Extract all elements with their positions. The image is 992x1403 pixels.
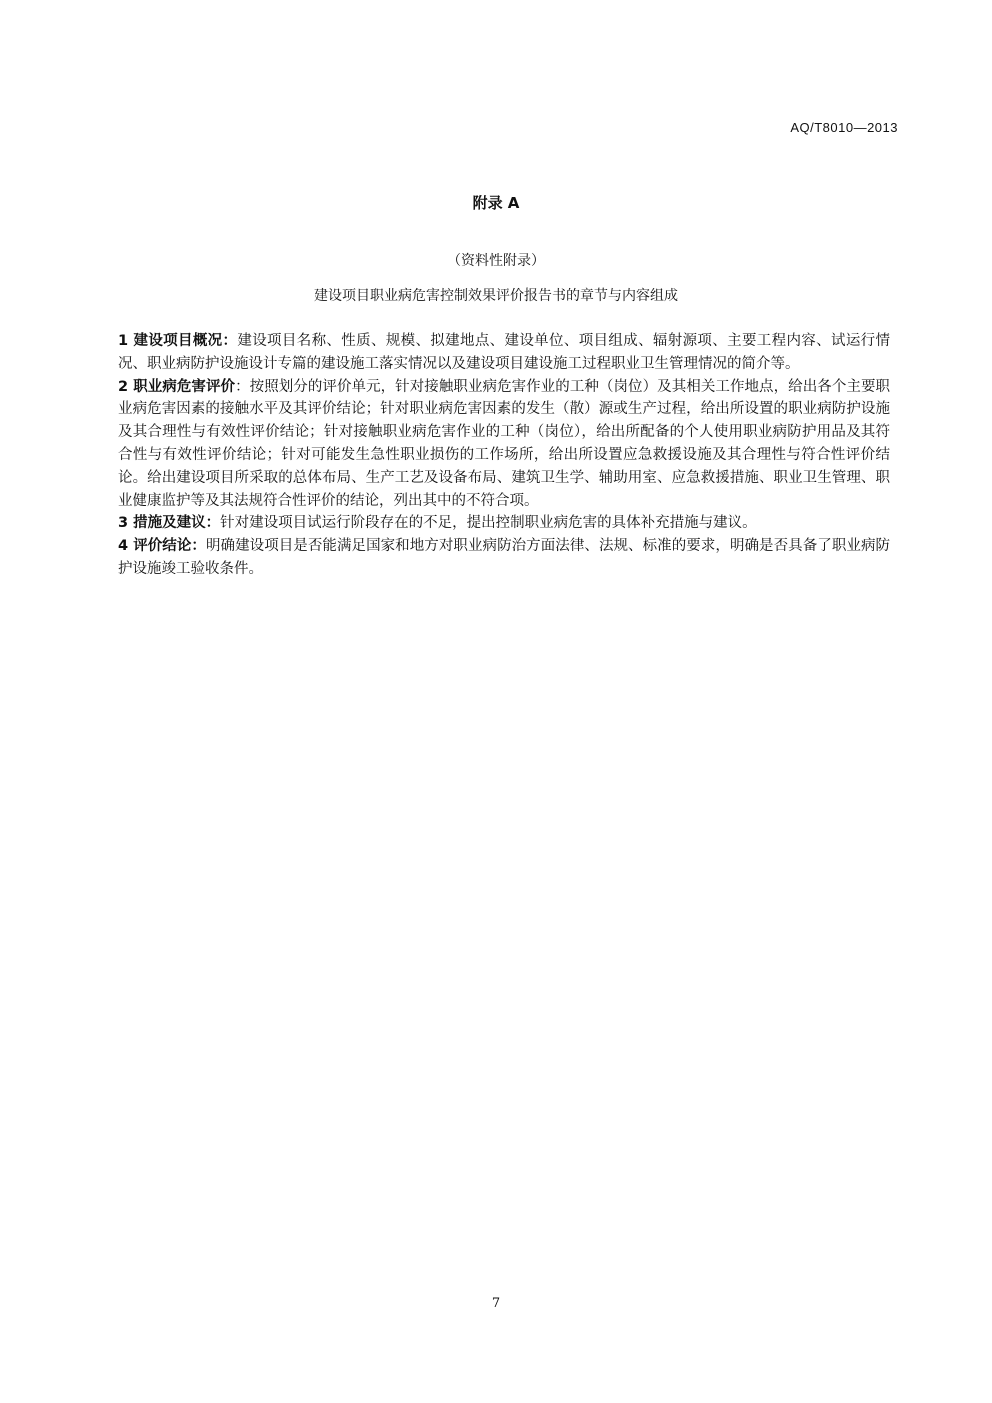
appendix-body bbox=[118, 330, 890, 581]
section-measures bbox=[118, 512, 890, 535]
appendix-heading: 建设项目职业病危害控制效果评价报告书的章节与内容组成 bbox=[314, 288, 678, 304]
section-conclusion bbox=[118, 535, 890, 581]
section-lead: 4 评价结论： bbox=[118, 538, 206, 555]
section-text: ：按照划分的评价单元，针对接触职业病危害作业的工种（岗位）及其相关工作地点，给出各个主要职业病危害因素的接触水平及其评价结论；针对职业病危害因素的发生（散）源或生产过程，给出所设置的职业病防护设施及其合理性与有效性评价结论；针对接触职业病危害作业的工种（岗位），给出所配备的个人使用职业病防护用品及其符合性与有效性评价结论；针对可能发生急性职业损伤的工作场所，给出所设置应急救援设施及其合理性与符合性评价结论。给出建设项目所采取的总体布局、生产工艺及设备布局、建筑卫生学、辅助用室、应急救援措施、职业卫生管理、职业健康监护等及其法规符合性评价的结论，列出其中的不符合项。 bbox=[118, 378, 890, 509]
section-text: 明确建设项目是否能满足国家和地方对职业病防治方面法律、法规、标准的要求，明确是否具备了职业病防护设施竣工验收条件。 bbox=[118, 538, 890, 577]
section-hazard-evaluation bbox=[118, 376, 890, 513]
section-lead: 3 措施及建议： bbox=[118, 515, 221, 532]
section-text: 建设项目名称、性质、规模、拟建地点、建设单位、项目组成、辐射源项、主要工程内容、试运行情况、职业病防护设施设计专篇的建设施工落实情况以及建设项目建设施工过程职业卫生管理情况的简介等。 bbox=[118, 333, 891, 372]
standard-code: AQ/T8010—2013 bbox=[790, 120, 898, 135]
section-lead: 1 建设项目概况： bbox=[118, 333, 238, 349]
section-text: 针对建设项目试运行阶段存在的不足，提出控制职业病危害的具体补充措施与建议。 bbox=[220, 515, 757, 532]
appendix-type: （资料性附录） bbox=[447, 253, 545, 269]
page-number: 7 bbox=[491, 1296, 501, 1311]
section-overview bbox=[118, 330, 890, 376]
section-lead: 2 职业病危害评价 bbox=[118, 378, 236, 395]
appendix-title: 附录 A bbox=[472, 194, 520, 212]
